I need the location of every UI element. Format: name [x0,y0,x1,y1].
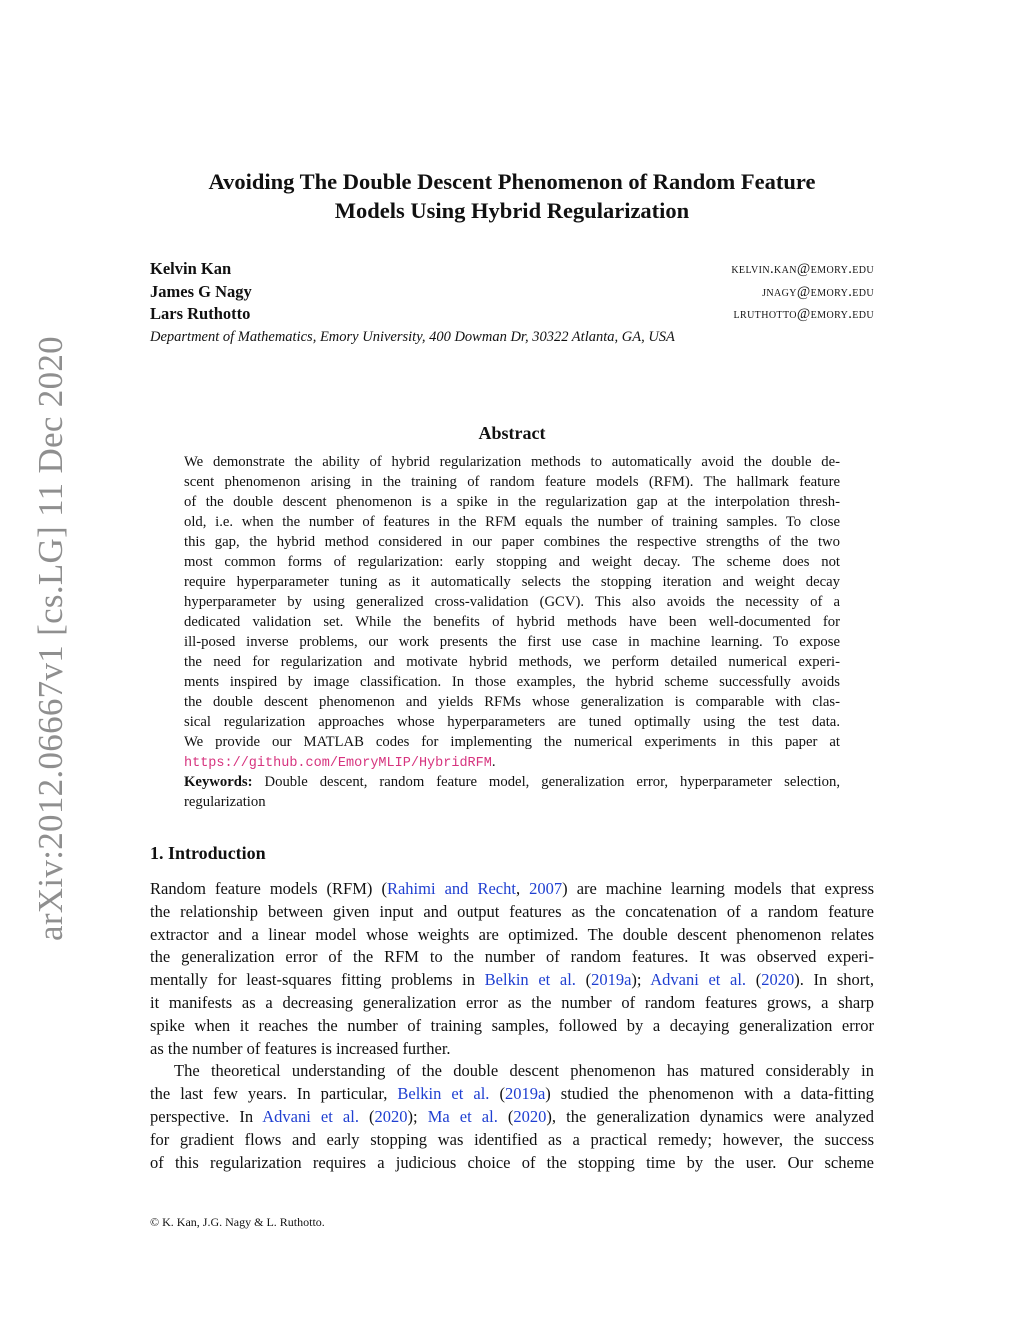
abstract-line: this gap, the hybrid method considered in our paper combines the respective strengths of the two [184,534,840,550]
citation-link[interactable]: Advani et al. [262,1106,359,1126]
arxiv-identifier-stamp: arXiv:2012.06667v1 [cs.LG] 11 Dec 2020 [31,336,70,941]
text-span: mentally for least-squares fitting problems in [150,970,485,990]
abstract-line: sical regularization approaches whose hyperparameters are tuned optimally using the test data. [184,714,840,730]
citation-link[interactable]: 2019a [504,1084,546,1104]
citation-link[interactable]: Ma et al. [427,1106,498,1126]
text-span: ( [489,1084,505,1104]
abstract-heading: Abstract [478,423,546,443]
author-name: Kelvin Kan [150,259,232,278]
body-line: it manifests as a decreasing generalization error as the number of random features grows, a sharp [150,992,874,1012]
author-email[interactable]: jnagy@emory.edu [762,283,874,300]
author-name: James G Nagy [150,281,252,301]
author-row [150,281,874,304]
text-span: , [515,879,530,898]
text-span: ) are machine learning models that express [562,879,874,898]
abstract-line: We provide our MATLAB codes for implementing the numerical experiments in this paper at [184,734,840,750]
abstract-line: ill-posed inverse problems, our work presents the first use case in machine learning. To expose [184,634,840,650]
body-line: extractor and a linear model whose weights are optimized. The double descent phenomenon relates [150,924,874,944]
text-span: ). In short, [794,970,875,990]
citation-link[interactable]: 2020 [761,970,795,990]
text-span: the last few years. In particular, [150,1084,398,1104]
body-line [150,969,874,992]
author-row [150,258,874,281]
text-span: ); [407,1106,428,1126]
body-line: spike when it reaches the number of training samples, followed by a decaying generalization error [150,1015,874,1035]
abstract-line: scent phenomenon arising in the training of random feature models (RFM). The hallmark feature [184,474,840,490]
citation-link[interactable]: Belkin et al. [397,1084,490,1104]
body-line [150,1106,874,1129]
body-line: the relationship between given input and output features as the concatenation of a random feature [150,901,874,921]
keywords-text: Double descent, random feature model, generalization error, hyperparameter selection, [252,774,840,790]
keywords-line: regularization [184,794,266,810]
abstract-line: We demonstrate the ability of hybrid regularization methods to automatically avoid the double de- [184,454,840,470]
abstract-body [184,452,840,812]
abstract-line: ments inspired by image classification. In those examples, the hybrid scheme successfully avoids [184,674,840,690]
text-span: ( [497,1106,514,1126]
text-span: ) studied the phenomenon with a data-fitting [545,1084,874,1104]
abstract-line: the double descent phenomenon and yields RFMs whose generalization is comparable with clas- [184,694,840,710]
body-line: of this regularization requires a judicious choice of the stopping time by the user. Our scheme [150,1152,874,1172]
citation-link[interactable]: Rahimi and Recht [386,879,516,898]
abstract-line: the need for regularization and motivate hybrid methods, we perform detailed numerical experi- [184,654,840,670]
text-span: ( [358,1106,375,1126]
abstract-line: hyperparameter by using generalized cross-validation (GCV). This also avoids the necessity of a [184,594,840,610]
citation-link[interactable]: Advani et al. [650,970,747,990]
author-name: Lars Ruthotto [150,304,251,323]
text-span: ); [631,970,651,990]
affiliation: Department of Mathematics, Emory University, 400 Dowman Dr, 30322 Atlanta, GA, USA [150,328,675,345]
text-span: perspective. In [150,1106,263,1126]
body-line [150,1083,874,1106]
text-span: ( [746,970,762,990]
body-line: for gradient flows and early stopping was identified as a practical remedy; however, the success [150,1129,874,1149]
author-row [150,303,874,326]
citation-link[interactable]: 2020 [374,1106,408,1126]
abstract-url-line [184,752,840,772]
text-span: Random feature models (RFM) ( [150,879,387,898]
keywords-line [184,772,840,792]
citation-link[interactable]: Belkin et al. [484,970,576,990]
abstract-line: of the double descent phenomenon is a spike in the regularization gap at the interpolation thresh- [184,494,840,510]
url-period: . [491,754,496,770]
body-line: the generalization error of the RFM to the number of random features. It was observed experi- [150,947,874,967]
title-line-2: Models Using Hybrid Regularization [334,198,690,223]
keywords-label: Keywords: [184,774,253,790]
text-span: ), the generalization dynamics were analyzed [546,1106,874,1126]
paper-title [150,167,874,225]
citation-link[interactable]: 2007 [529,879,563,898]
body-line: as the number of features is increased further. [150,1038,451,1058]
author-email[interactable]: kelvin.kan@emory.edu [731,261,874,277]
abstract-line: most common forms of regularization: early stopping and weight decay. The scheme does not [184,554,840,570]
copyright-footer: © K. Kan, J.G. Nagy & L. Ruthotto. [150,1215,325,1229]
code-repository-link[interactable]: https://github.com/EmoryMLIP/HybridRFM [184,756,492,771]
citation-link[interactable]: 2019a [591,970,632,990]
author-email[interactable]: lruthotto@emory.edu [733,306,874,322]
abstract-line: dedicated validation set. While the benefits of hybrid methods have been well-documented for [184,614,840,630]
abstract-line: require hyperparameter tuning as it automatically selects the stopping iteration and weight decay [184,574,840,590]
citation-link[interactable]: 2020 [513,1106,547,1126]
introduction-body [150,878,874,1174]
body-line [150,878,874,901]
section-heading-introduction: 1. Introduction [150,843,266,863]
text-span: ( [575,970,592,990]
title-line-1: Avoiding The Double Descent Phenomenon of Random Feature [208,169,816,194]
author-block [150,258,874,348]
abstract-line: old, i.e. when the number of features in the RFM equals the number of training samples. To close [184,514,840,530]
body-line: The theoretical understanding of the double descent phenomenon has matured considerably in [174,1061,874,1081]
